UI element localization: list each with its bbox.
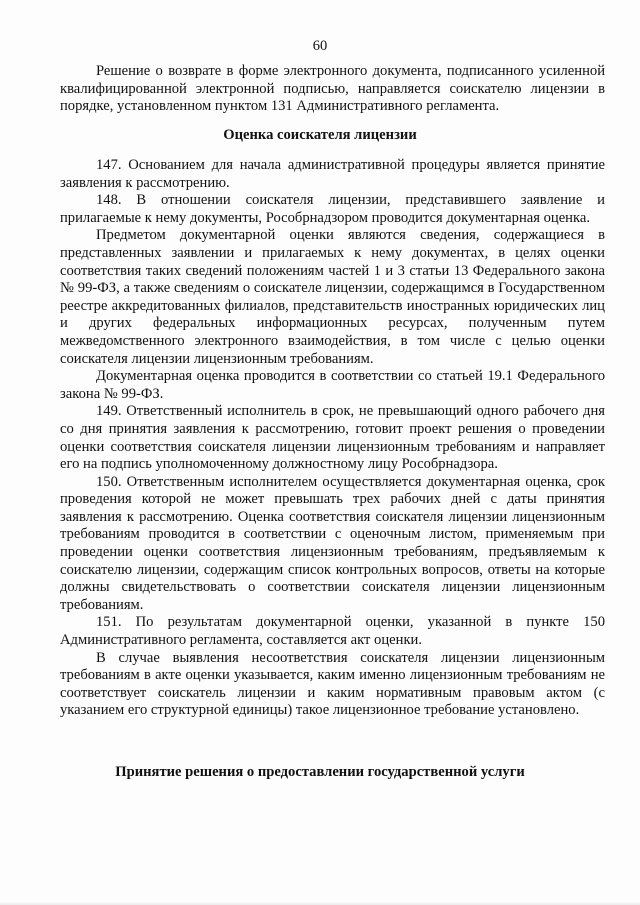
paragraph-148: 148. В отношении соискателя лицензии, представившего заявление и прилагаемые к нему документы, Рособрнадзором проводится документарная оценка. — [60, 192, 605, 226]
paragraph-nonconformity: В случае выявления несоответствия соискателя лицензии лицензионным требованиям в акте оценки указывается, каким именно лицензионным требованиям не соответствует соискатель лицензии и каким нормативным правовым актом (с указанием его структурной единицы) такое лицензионное требование установлено. — [60, 649, 605, 719]
paragraph-150: 150. Ответственным исполнителем осуществляется документарная оценка, срок проведения которой не может превышать трех рабочих дней с даты принятия заявления к рассмотрению. Оценка соответствия соискателя лицензии лицензионным требованиям проводится в соответствии с оценочным листом, применяемым при проведении оценки соответствия лицензионным требованиям, предъявляемым к соискателю лицензии, содержащим список контрольных вопросов, ответы на которые должны свидетельствовать о соответствии соискателя лицензии лицензионным требованиям. — [60, 473, 605, 613]
paragraph-return-decision: Решение о возврате в форме электронного документа, подписанного усиленной квалифицированной электронной подписью, направляется соискателю лицензии в порядке, установленном пунктом 131 Административного регламента. — [60, 63, 605, 115]
section-heading-applicant-assessment: Оценка соискателя лицензии — [223, 127, 417, 143]
paragraph-subject-of-assessment: Предметом документарной оценки являются сведения, содержащиеся в представленных заявлении и прилагаемых к нему документах, в целях оценки соответствия таких сведений положениям частей 1 и 3 статьи 13 Федерального закона № 99-ФЗ, а также сведениям о соискателе лицензии, содержащимся в Государственном реестре аккредитованных филиалов, представительств иностранных юридических лиц и других федеральных информационных ресурсах, полученным путем межведомственного электронного взаимодействия, в том числе с целью оценки соискателя лицензии лицензионным требованиям. — [60, 227, 605, 367]
main-section — [60, 157, 605, 720]
intro-section — [60, 63, 605, 116]
paragraph-151: 151. По результатам документарной оценки, указанной в пункте 150 Административного регламента, составляется акт оценки. — [60, 614, 605, 649]
paragraph-147: 147. Основанием для начала административной процедуры является принятие заявления к рассмотрению. — [60, 157, 605, 191]
page-number: 60 — [312, 38, 328, 54]
section-heading-service-decision: Принятие решения о предоставлении государственной услуги — [115, 764, 525, 780]
paragraph-documentary-assessment: Документарная оценка проводится в соответствии со статьей 19.1 Федерального закона № 99-ФЗ. — [60, 368, 605, 402]
paragraph-149: 149. Ответственный исполнитель в срок, не превышающий одного рабочего дня со дня принятия заявления к рассмотрению, готовит проект решения о проведении оценки соответствия соискателя лицензии лицензионным требованиям и направляет его на подпись уполномоченному должностному лицу Рособрнадзора. — [60, 403, 605, 473]
